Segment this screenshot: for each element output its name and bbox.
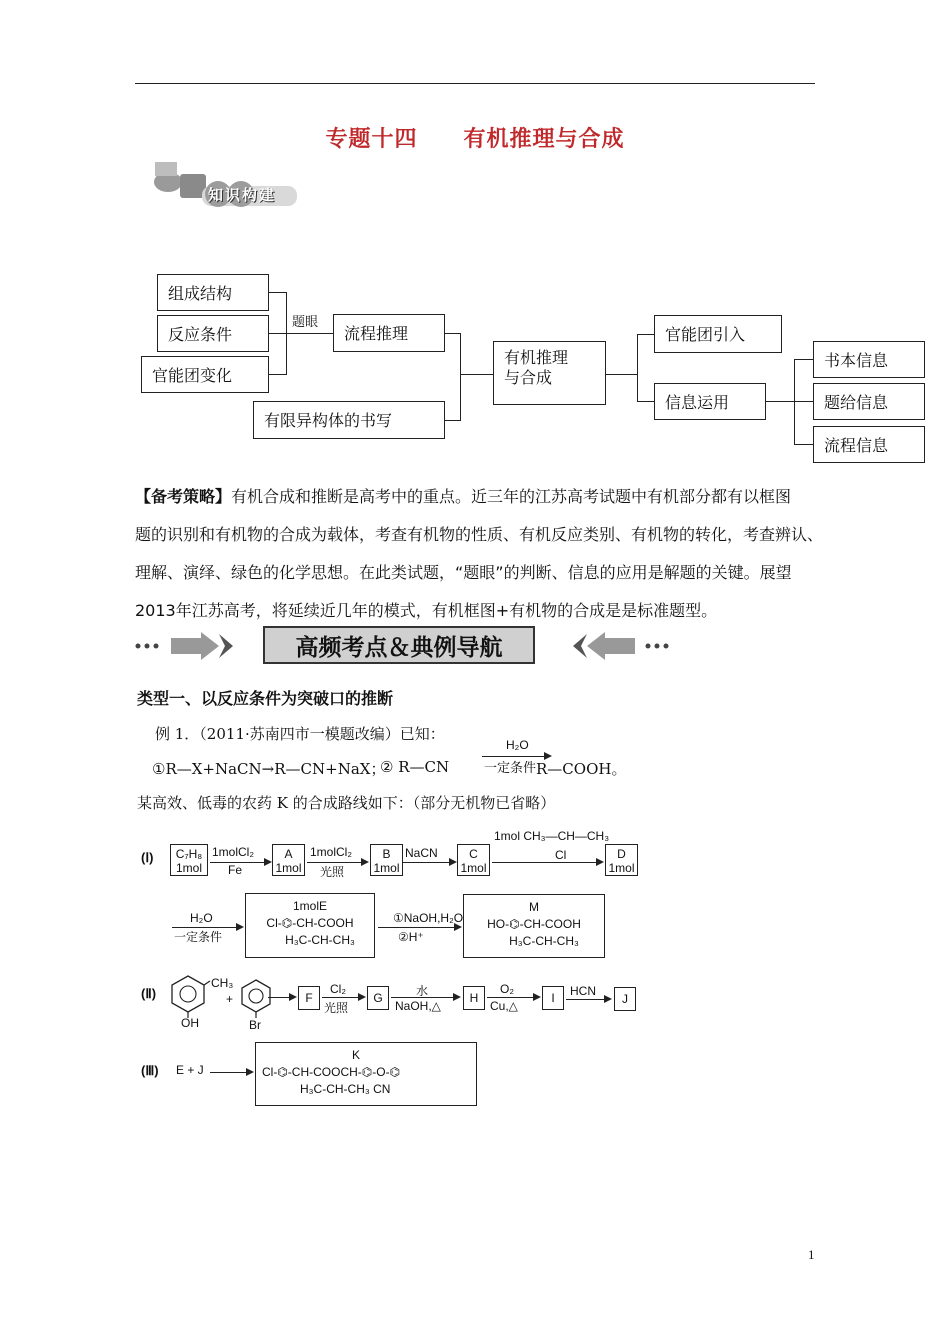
step11-arrow [566, 999, 610, 1000]
box-flow-inference: 流程推理 [333, 314, 445, 352]
box-j [614, 987, 636, 1011]
step5-top: H₂O [190, 911, 213, 925]
box-m [463, 894, 605, 958]
reaction2-arrow-top: H₂O [506, 738, 529, 752]
i-name: I [551, 991, 555, 1005]
step10-top: O₂ [500, 982, 514, 996]
e-struct1: Cl-⌬-CH-COOH [266, 916, 354, 930]
reaction1: ①R—X+NaCN→R—CN+NaX； [152, 760, 386, 778]
step8-arrow [322, 997, 364, 998]
step10-arrow [487, 997, 539, 998]
strategy-line2: 题的识别和有机物的合成为载体，考查有机物的性质、有机反应类别、有机物的转化，考查辨认、 [135, 525, 824, 544]
a-mol: 1mol [275, 861, 302, 875]
step4-arrow [492, 862, 602, 863]
k-struct1: Cl-⌬-CH-COOCH-⌬-O-⌬ [262, 1065, 401, 1079]
step4-top: 1mol CH₃—CH—CH₃ [494, 829, 610, 843]
d-name: D [617, 847, 626, 861]
page-number: 1 [808, 1247, 815, 1262]
box-textbook-info: 书本信息 [813, 341, 925, 378]
box-k [255, 1042, 477, 1106]
m-struct1: HO-⌬-CH-COOH [487, 917, 581, 931]
k-struct2: H₃C-CH-CH₃ CN [300, 1082, 391, 1096]
box-info-use: 信息运用 [654, 383, 766, 420]
center-line1: 有机推理 [504, 348, 569, 367]
box-c [457, 844, 490, 876]
box-c7h8 [170, 844, 208, 876]
c7h8-formula: C₇H₈ [175, 847, 203, 861]
d-mol: 1mol [608, 861, 635, 875]
step5-bottom: 一定条件 [174, 930, 223, 944]
box-i [542, 986, 564, 1010]
step4-cl: Cl [555, 848, 567, 862]
b-mol: 1mol [373, 861, 400, 875]
banner-text: 高频考点＆典例导航 [295, 635, 503, 661]
strategy-paragraph [135, 478, 825, 630]
box-given-info: 题给信息 [813, 383, 925, 420]
step10-bottom: Cu,△ [490, 999, 518, 1013]
box-h [463, 986, 485, 1010]
badge-text: 知识构建 [208, 186, 277, 204]
step9-arrow [391, 997, 459, 998]
step3-arrow [403, 862, 455, 863]
step9-bottom: NaOH,△ [395, 999, 441, 1013]
h-name: H [469, 991, 479, 1005]
strategy-line4: 2013年江苏高考，将延续近几年的模式，有机框图+有机物的合成是是标准题型。 [135, 601, 718, 620]
concept-diagram [0, 0, 950, 470]
box-group-intro: 官能团引入 [654, 315, 782, 353]
center-line2: 与合成 [504, 368, 553, 387]
e-title: 1molE [292, 899, 327, 913]
step2-top: 1molCl₂ [310, 845, 352, 859]
oh-label: OH [181, 1016, 199, 1030]
reaction2-right: R—COOH。 [536, 760, 627, 778]
step3-top: NaCN [405, 846, 438, 860]
br-label: Br [249, 1018, 261, 1032]
box-g [367, 986, 389, 1010]
a-name: A [284, 847, 293, 861]
row1-label: (Ⅰ) [141, 850, 154, 865]
box-a [272, 844, 305, 876]
j-name: J [622, 992, 628, 1006]
step6-top: ①NaOH,H₂O [393, 911, 464, 925]
ej-label: E + J [176, 1063, 204, 1077]
step1-top: 1molCl₂ [212, 845, 254, 859]
step6-bottom: ②H⁺ [398, 930, 424, 944]
e-struct2: H₃C-CH-CH₃ [285, 933, 355, 947]
box-d [605, 844, 638, 876]
row2-label: (Ⅱ) [141, 986, 157, 1001]
example-line3: 某高效、低毒的农药 K 的合成路线如下：（部分无机物已省略） [137, 794, 556, 812]
right-arrow-icon [133, 626, 243, 666]
section-heading: 类型一、以反应条件为突破口的推断 [137, 689, 394, 708]
step11-top: HCN [570, 984, 596, 998]
f-name: F [305, 991, 313, 1005]
box-flow-info: 流程信息 [813, 426, 925, 463]
box-conditions: 反应条件 [157, 315, 269, 352]
step7-arrow [268, 997, 295, 998]
page-title: 专题十四 有机推理与合成 [325, 127, 625, 152]
step12-arrow [210, 1072, 252, 1073]
g-name: G [373, 991, 383, 1005]
reaction2-arrow-bottom: 一定条件 [484, 760, 537, 775]
strategy-line3: 理解、演绎、绿色的化学思想。在此类试题，“题眼”的判断、信息的应用是解题的关键。展望 [135, 563, 792, 582]
ch3-label: CH₃ [211, 976, 234, 990]
m-title: M [529, 900, 539, 914]
box-center [493, 341, 606, 405]
step9-top: 水 [416, 984, 429, 998]
example-line1: 例 1．（2011·苏南四市一模题改编）已知： [155, 725, 445, 743]
step8-top: Cl₂ [330, 982, 346, 996]
c-name: C [469, 847, 478, 861]
box-functional-change: 官能团变化 [141, 356, 269, 393]
section-banner [133, 626, 673, 666]
plus-sign: + [226, 992, 234, 1006]
step2-bottom: 光照 [320, 865, 345, 879]
c7h8-mol: 1mol [175, 861, 202, 875]
c-mol: 1mol [460, 861, 487, 875]
k-title: K [352, 1048, 361, 1062]
step1-bottom: Fe [228, 863, 243, 877]
step6-arrow [378, 927, 460, 928]
box-composition: 组成结构 [157, 274, 269, 311]
connector-label: 题眼 [292, 315, 319, 330]
reaction2-left: ② R—CN [380, 758, 450, 776]
box-e [245, 893, 375, 958]
left-arrow-icon [563, 626, 673, 666]
strategy-line1: 有机合成和推断是高考中的重点。近三年的江苏高考试题中有机部分都有以框图 [231, 487, 792, 506]
m-struct2: H₃C-CH-CH₃ [509, 934, 579, 948]
b-name: B [382, 847, 391, 861]
row3-label: (Ⅲ) [141, 1063, 159, 1078]
step8-bottom: 光照 [324, 1001, 349, 1015]
strategy-label: 【备考策略】 [135, 487, 232, 506]
box-b [370, 844, 403, 876]
box-isomers: 有限异构体的书写 [253, 401, 445, 439]
box-f [298, 986, 320, 1010]
